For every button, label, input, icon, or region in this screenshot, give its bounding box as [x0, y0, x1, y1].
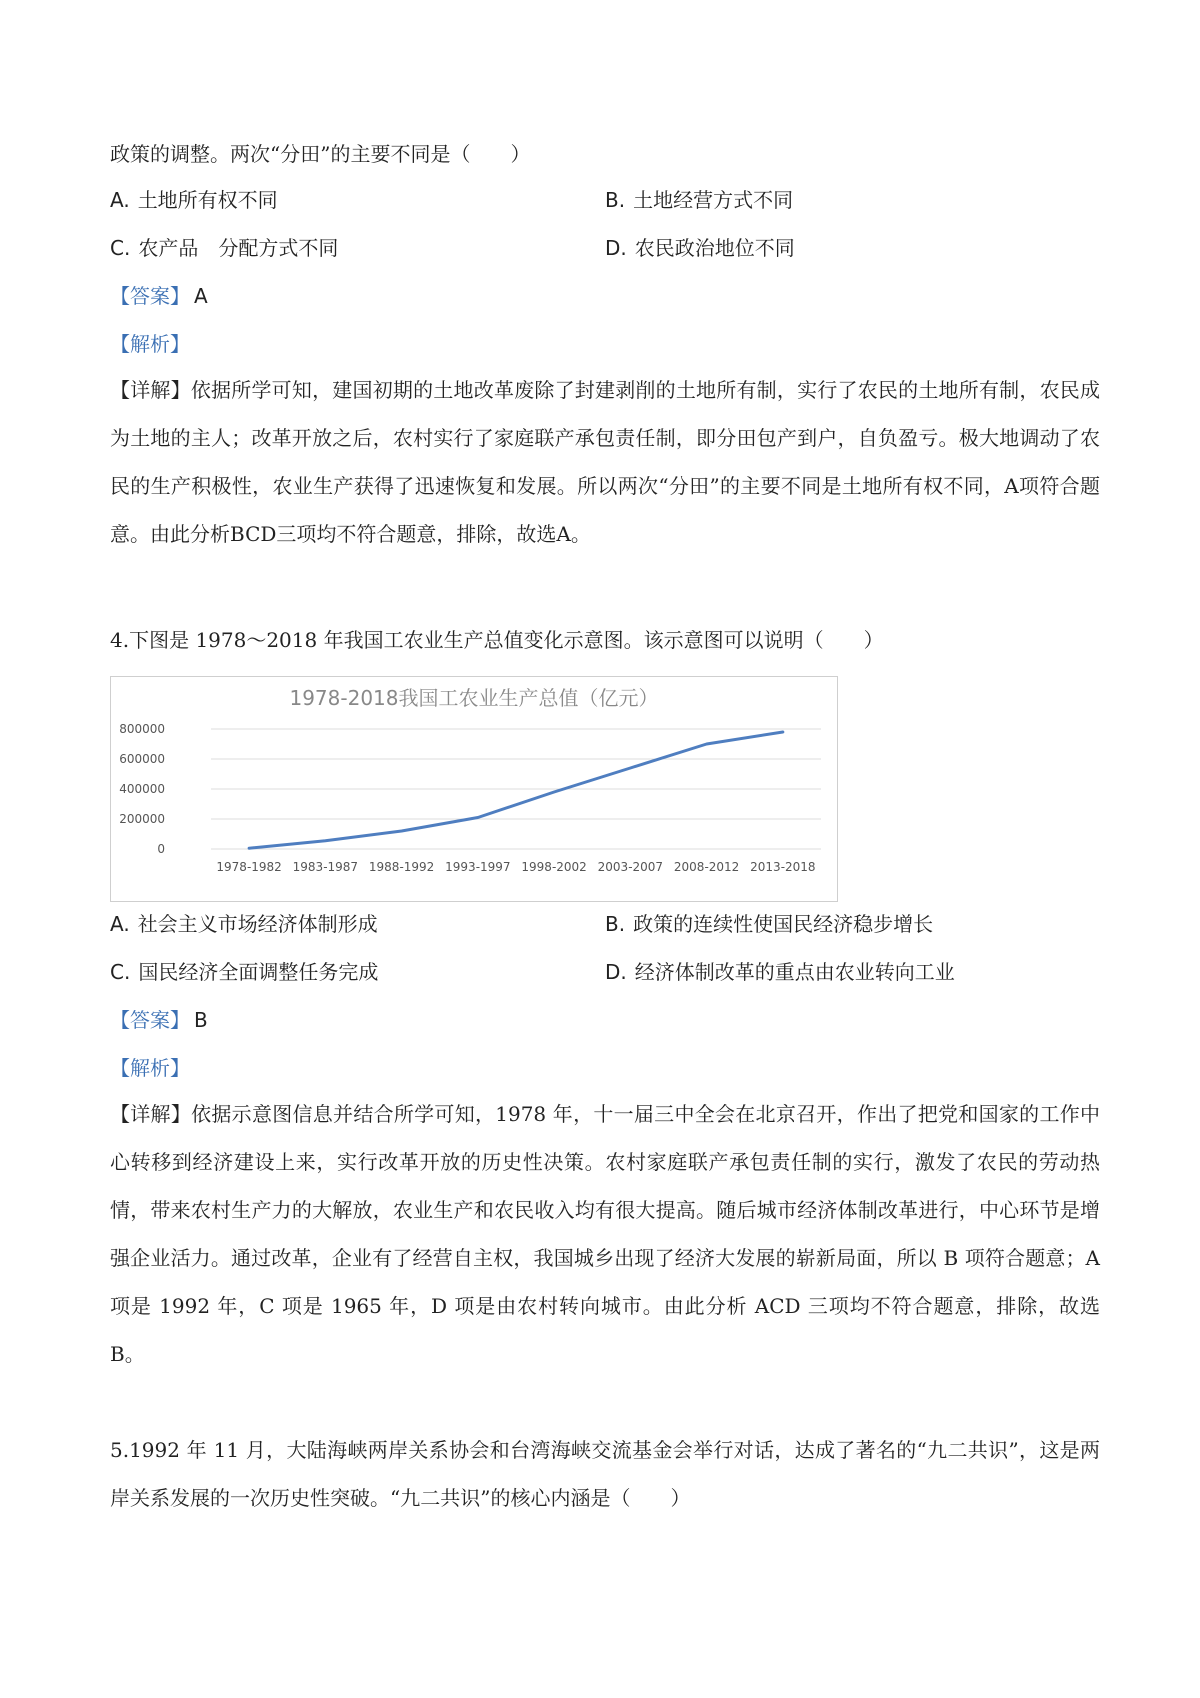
- q3-answer: [110, 282, 208, 310]
- answer-value: A: [194, 284, 208, 308]
- q4-answer: [110, 1006, 208, 1034]
- option-letter: D.: [605, 960, 627, 984]
- x-tick-label: 1998-2002: [521, 860, 587, 874]
- y-axis-ticks: [119, 722, 165, 856]
- y-tick-label: 600000: [119, 752, 165, 766]
- q3-option-d: [605, 234, 795, 262]
- chart-svg: [111, 677, 837, 901]
- q3-option-c: [110, 234, 338, 262]
- option-letter: C.: [110, 960, 131, 984]
- detail-tag: 【详解】: [110, 1102, 192, 1126]
- x-tick-label: 2003-2007: [597, 860, 664, 874]
- x-tick-label: 2013-2018: [750, 860, 816, 874]
- grid-layer: [211, 729, 821, 849]
- x-tick-label: 1988-1992: [368, 860, 435, 874]
- analysis-tag: 【解析】: [110, 1056, 190, 1080]
- series-layer: [249, 732, 783, 848]
- option-text: 农民政治地位不同: [634, 236, 795, 260]
- option-letter: A.: [110, 912, 130, 936]
- answer-tag: 【答案】: [110, 1008, 190, 1032]
- q4-option-b: [605, 910, 933, 938]
- q4-stem: 4.下图是 1978～2018 年我国工农业生产总值变化示意图。该示意图可以说明（ ）: [110, 628, 884, 652]
- q5-stem: 5.1992 年 11 月，大陆海峡两岸关系协会和台湾海峡交流基金会举行对话，达成了著名的“九二共识”，这是两岸关系发展的一次历史性突破。“九二共识”的核心内涵是（ ）: [110, 1438, 1100, 1510]
- q4-detail: [110, 1090, 1100, 1378]
- option-text: 社会主义市场经济体制形成: [137, 912, 378, 936]
- x-tick-label: 1978-1982: [216, 860, 282, 874]
- x-tick-label: 2008-2012: [673, 860, 740, 874]
- q4-analysis-tag: [110, 1054, 190, 1082]
- line-chart: [110, 676, 838, 902]
- x-tick-label: 1993-1997: [445, 860, 511, 874]
- y-tick-label: 0: [157, 842, 165, 856]
- q3-option-a: [110, 186, 278, 214]
- y-tick-label: 400000: [119, 782, 165, 796]
- option-letter: D.: [605, 236, 627, 260]
- analysis-tag: 【解析】: [110, 332, 190, 356]
- detail-text: 依据示意图信息并结合所学可知，1978 年，十一届三中全会在北京召开，作出了把党和国家的工作中心转移到经济建设上来，实行改革开放的历史性决策。农村家庭联产承包责任制的实行，激发了农民的劳动热情，带来农村生产力的大解放，农业生产和农民收入均有很大提高。随后城市经济体制改革进行，中心环节是增强企业活力。通过改革，企业有了经营自主权，我国城乡出现了经济大发展的崭新局面，所以 B 项符合题意；A 项是 1992 年，C 项是 1965 年，D 项是由农村转向城市。由此分析 ACD 三项均不符合题意，排除，故选 B。: [110, 1102, 1100, 1366]
- option-text: 经济体制改革的重点由农业转向工业: [634, 960, 955, 984]
- option-letter: B.: [605, 912, 626, 936]
- option-text: 政策的连续性使国民经济稳步增长: [633, 912, 934, 936]
- series-line: [249, 732, 783, 848]
- q3-stem-tail: 政策的调整。两次“分田”的主要不同是（ ）: [110, 142, 531, 166]
- q3-analysis-tag: [110, 330, 190, 358]
- detail-text: 依据所学可知，建国初期的土地改革废除了封建剥削的土地所有制，实行了农民的土地所有制，农民成为土地的主人；改革开放之后，农村实行了家庭联产承包责任制，即分田包产到户，自负盈亏。极大地调动了农民的生产积极性，农业生产获得了迅速恢复和发展。所以两次“分田”的主要不同是土地所有权不同，A项符合题意。由此分析BCD三项均不符合题意，排除，故选A。: [110, 378, 1101, 546]
- option-text: 土地经营方式不同: [633, 188, 794, 212]
- q4-option-c: [110, 958, 378, 986]
- option-letter: C.: [110, 236, 131, 260]
- option-text: 农产品 分配方式不同: [138, 236, 339, 260]
- q3-option-b: [605, 186, 793, 214]
- chart-title: 1978-2018我国工农业生产总值（亿元）: [289, 686, 659, 710]
- answer-value: B: [194, 1008, 208, 1032]
- x-tick-label: 1983-1987: [292, 860, 359, 874]
- q4-option-d: [605, 958, 955, 986]
- option-text: 国民经济全面调整任务完成: [138, 960, 379, 984]
- option-letter: B.: [605, 188, 626, 212]
- detail-tag: 【详解】: [110, 378, 191, 402]
- y-tick-label: 800000: [119, 722, 165, 736]
- y-tick-label: 200000: [119, 812, 165, 826]
- answer-tag: 【答案】: [110, 284, 190, 308]
- q4-option-a: [110, 910, 378, 938]
- q3-detail: [110, 366, 1100, 558]
- x-axis-ticks: [216, 860, 815, 874]
- option-letter: A.: [110, 188, 130, 212]
- option-text: 土地所有权不同: [137, 188, 278, 212]
